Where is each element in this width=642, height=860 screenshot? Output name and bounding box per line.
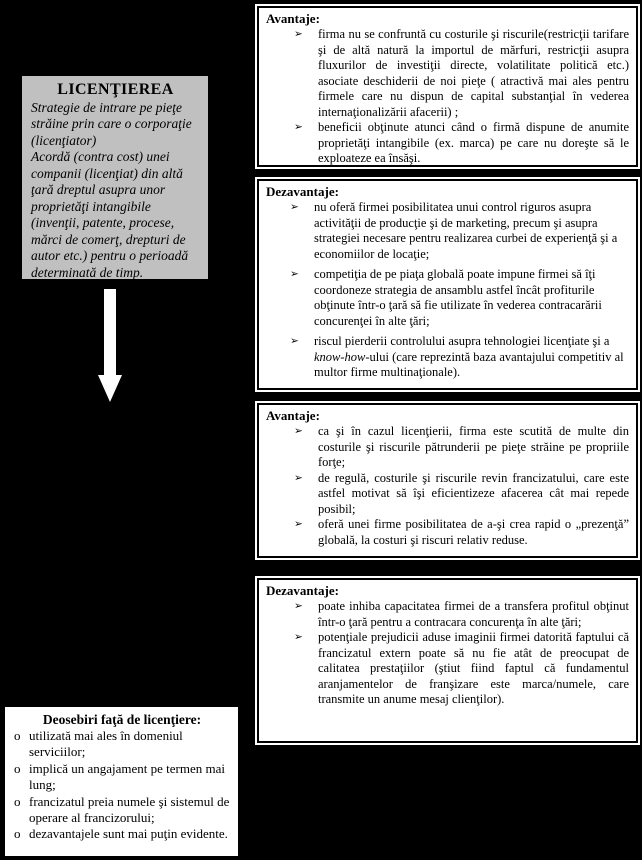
bullet-text: beneficii obţinute atunci când o firmă dispune de anumite proprietăţi intangibile (ex. marca) pe care nu doreşte să le exploateze ea însăşi. bbox=[318, 120, 629, 166]
bullet-list bbox=[266, 599, 629, 708]
licensing-description bbox=[31, 100, 200, 280]
bullet-item bbox=[11, 761, 233, 794]
bullet-list bbox=[266, 424, 629, 548]
bullet-item bbox=[266, 120, 629, 167]
differences-from-licensing-box bbox=[3, 705, 240, 858]
bullet-text: nu oferă firmei posibilitatea unui control riguros asupra activităţii de producţie şi de marketing, precum şi asupra strategiei necesare pentru realizarea curbei de experienţă şi a economiilor de locaţie; bbox=[314, 200, 618, 261]
bullet-marker-icon: ➢ bbox=[294, 518, 303, 531]
bullet-text: de regulă, costurile şi riscurile revin francizatului, care este astfel motivat să îşi eficientizeze afacerea cât mai repede posibil; bbox=[318, 470, 629, 516]
down-arrow-icon bbox=[97, 289, 123, 403]
bullet-text: competiţia de pe piaţa globală poate impune firmei să îţi coordoneze strategia de ansamblu astfel încât profiturile obţinute într-o ţară să fie utilizate în vederea contracarării concurenţei în alte ţări; bbox=[314, 267, 602, 328]
licensing-advantages-panel bbox=[257, 6, 638, 167]
licensing-title: LICENŢIEREA bbox=[57, 81, 174, 98]
bullet-marker-icon: ➢ bbox=[290, 201, 299, 214]
bullet-item bbox=[266, 334, 629, 381]
panel-heading: Avantaje: bbox=[266, 11, 320, 26]
bullet-text: riscul pierderii controlului asupra tehnologiei licenţiate şi a know-how-ului (care reprezintă baza avantajului competitiv al multor firme multinaţionale). bbox=[314, 334, 624, 380]
bullet-marker-icon: ➢ bbox=[294, 631, 303, 644]
bullet-text: francizatul preia numele şi sistemul de operare al francizorului; bbox=[29, 793, 230, 825]
panel-heading: Dezavantaje: bbox=[266, 583, 339, 598]
bullet-marker-icon: o bbox=[14, 793, 21, 809]
bullet-text: implică un angajament pe termen mai lung; bbox=[29, 760, 226, 793]
bullet-item bbox=[266, 267, 629, 329]
bullet-text: poate inhiba capacitatea firmei de a transfera profitul obţinut într-o ţară pentru a contracara concurenţa în alte ţări; bbox=[318, 599, 629, 629]
bullet-marker-icon: ➢ bbox=[294, 425, 303, 438]
bullet-list bbox=[266, 200, 629, 381]
licensing-description-para2: Acordă (contra cost) unei companii (licenţiat) din altă ţară dreptul asupra unor proprietăţi intangibile (invenţii, patente, procese, mărci de comerţ, drepturi de autor etc.) pentru o perioadă determinată de timp. bbox=[31, 149, 189, 280]
bullet-list bbox=[11, 728, 233, 843]
bullet-text: utilizată mai ales în domeniul serviciilor; bbox=[29, 728, 183, 760]
bullet-text: ca şi în cazul licenţierii, firma este scutită de multe din costurile şi riscurile pătrunderii pe pieţe străine pe propriile forţe; bbox=[318, 424, 629, 470]
bullet-item bbox=[266, 517, 629, 548]
bullet-marker-icon: ➢ bbox=[294, 28, 303, 41]
bullet-item bbox=[11, 794, 233, 827]
bullet-marker-icon: ➢ bbox=[290, 335, 299, 348]
bullet-item bbox=[266, 200, 629, 262]
bullet-item bbox=[266, 424, 629, 471]
bullet-text: oferă unei firme posibilitatea de a-şi crea rapid o „prezenţă” globală, la costuri şi riscuri relativ reduse. bbox=[318, 517, 629, 547]
bullet-text: potenţiale prejudicii aduse imaginii firmei datorită faptului că francizatul extern poate să nu fie atât de preocupat de calitatea prestaţiilor (ştiut fiind faptul că fundamentul aranjamentelor de franşizare este marca/numele, care transmite un anume mesaj clienţilor). bbox=[318, 630, 629, 707]
bullet-list bbox=[266, 27, 629, 167]
bullet-text: dezavantajele sunt mai puţin evidente. bbox=[29, 826, 228, 842]
bullet-item bbox=[266, 471, 629, 518]
differences-heading: Deosebiri faţă de licenţiere: bbox=[42, 712, 202, 727]
bullet-item bbox=[266, 599, 629, 630]
bullet-marker-icon: ➢ bbox=[294, 600, 303, 613]
bullet-item bbox=[11, 728, 233, 761]
licensing-disadvantages-panel bbox=[257, 179, 638, 390]
bullet-marker-icon: o bbox=[14, 826, 21, 842]
bullet-text: firma nu se confruntă cu costurile şi riscurile(restricţii tarifare şi de altă natură la importul de mărfuri, restricţii asupra fluxurilor de investiţii directe, volatilitate politică etc.) asociate deschiderii de noi pieţe ( atractivă mai ales pentru firmele care nu dispun de capital substanţial în vederea internaţionalizării afacerii) ; bbox=[318, 27, 629, 119]
bullet-item bbox=[266, 27, 629, 120]
bullet-item bbox=[11, 826, 233, 842]
franchising-disadvantages-panel bbox=[257, 578, 638, 743]
bullet-marker-icon: ➢ bbox=[294, 121, 303, 134]
panel-heading: Dezavantaje: bbox=[266, 184, 339, 199]
franchising-advantages-panel bbox=[257, 403, 638, 558]
bullet-marker-icon: ➢ bbox=[290, 268, 299, 281]
bullet-item bbox=[266, 630, 629, 708]
licensing-description-para1: Strategie de intrare pe pieţe străine prin care o corporaţie (licenţiator) bbox=[31, 100, 192, 148]
panel-heading: Avantaje: bbox=[266, 408, 320, 423]
bullet-marker-icon: o bbox=[14, 760, 21, 776]
bullet-marker-icon: o bbox=[14, 728, 21, 743]
licensing-definition-box bbox=[21, 75, 209, 280]
bullet-marker-icon: ➢ bbox=[294, 471, 303, 484]
